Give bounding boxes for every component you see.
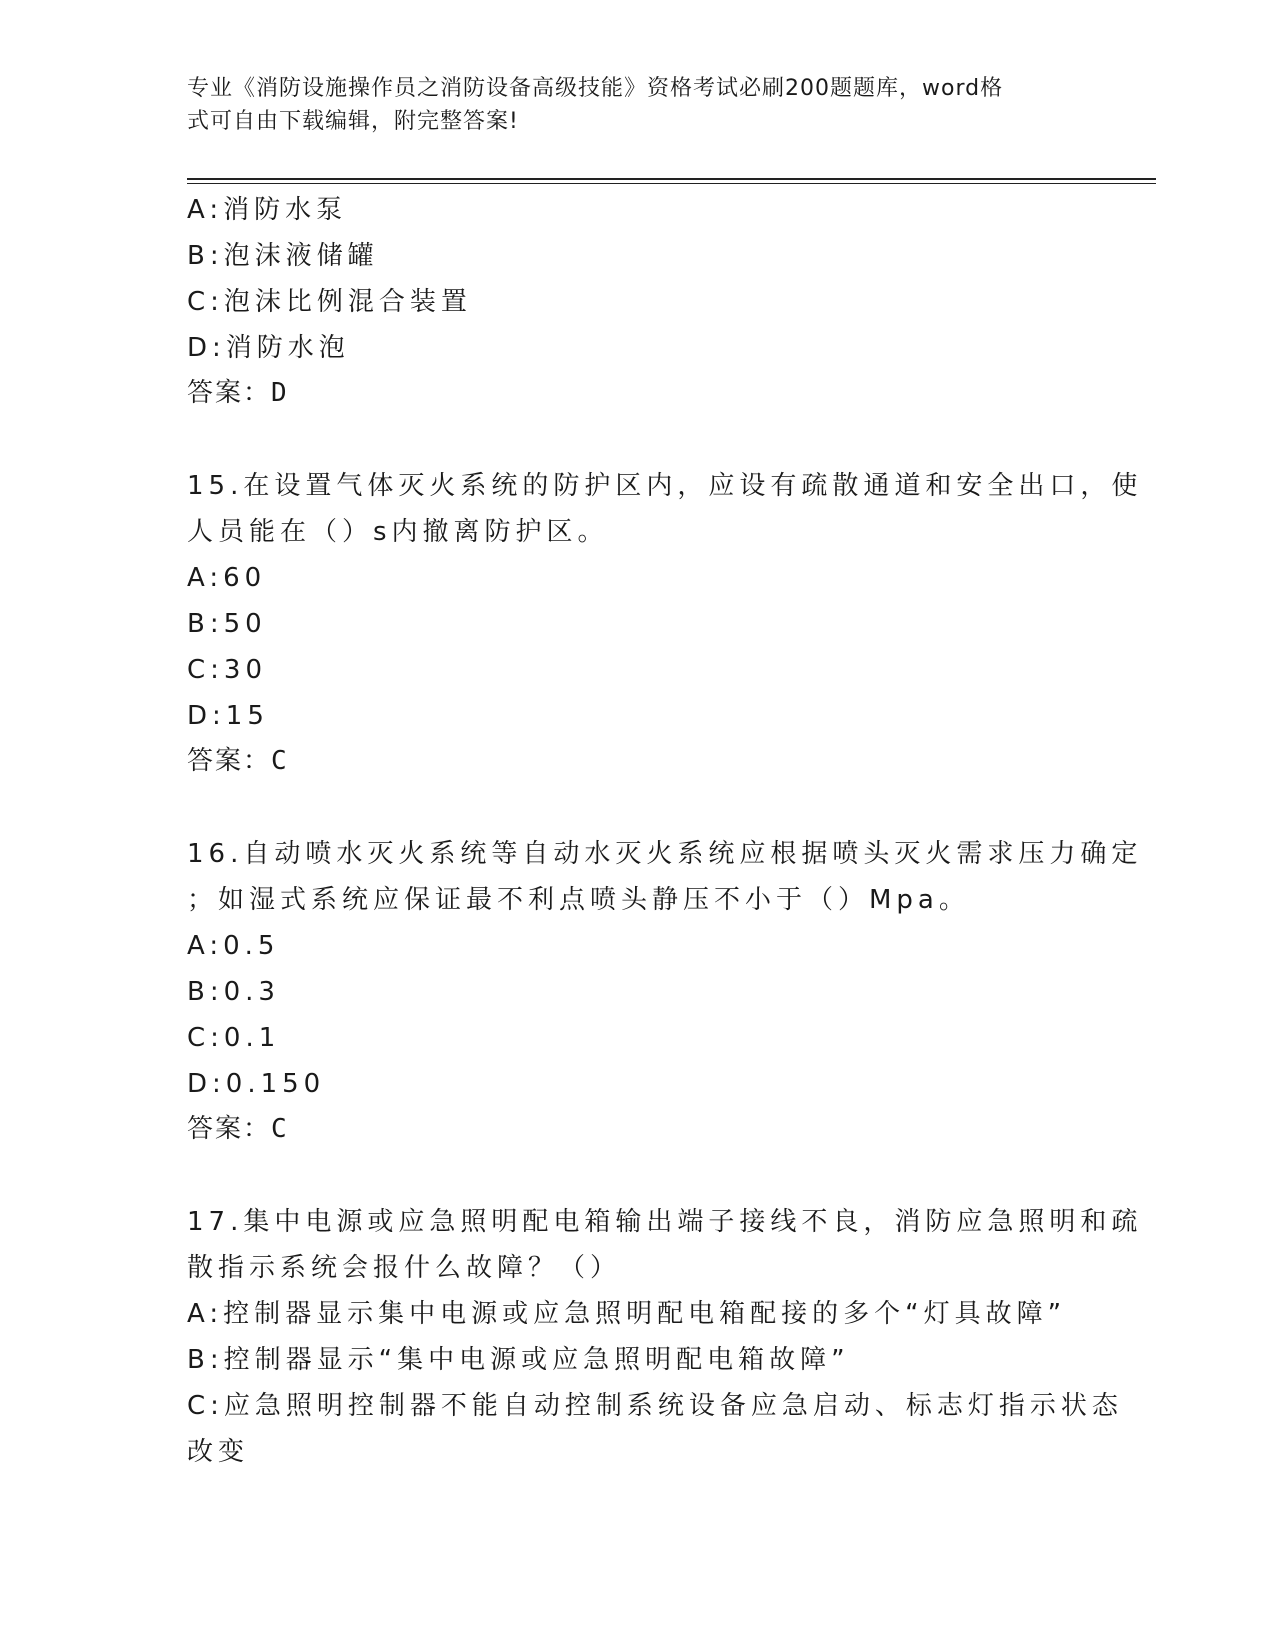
answer-line: 答案：D: [187, 378, 287, 408]
option-c: C:应急照明控制器不能自动控制系统设备应急启动、标志灯指示状态: [187, 1391, 1123, 1421]
question-15: [187, 463, 1143, 783]
answer-value: C: [271, 746, 287, 776]
answer-value: D: [271, 378, 287, 408]
question-16: [187, 831, 1143, 1151]
option-c-continued: 改变: [187, 1437, 250, 1467]
option-d: D:0.150: [187, 1069, 326, 1099]
option-b: B:泡沫液储罐: [187, 241, 379, 271]
question-text-line-2: 散指示系统会报什么故障？（）: [187, 1253, 622, 1283]
question-14-continued: [187, 187, 1087, 415]
question-17: [187, 1199, 1143, 1475]
header-line-2: 式可自由下载编辑，附完整答案!: [187, 109, 519, 134]
option-b: B:0.3: [187, 977, 280, 1007]
answer-value: C: [271, 1114, 287, 1144]
question-text-line-1: 16.自动喷水灭火系统等自动水灭火系统应根据喷头灭火需求压力确定: [187, 839, 1143, 869]
answer-line: 答案：C: [187, 1114, 287, 1144]
option-d: D:消防水泡: [187, 333, 350, 363]
option-a: A:0.5: [187, 931, 280, 961]
option-c: C:30: [187, 655, 268, 685]
question-text-line-2: 人员能在（）s内撤离防护区。: [187, 517, 609, 547]
option-d: D:15: [187, 701, 269, 731]
answer-line: 答案：C: [187, 746, 287, 776]
header-divider-thick: [187, 178, 1156, 180]
question-text-line-2: ；如湿式系统应保证最不利点喷头静压不小于（）Mpa。: [187, 885, 970, 915]
question-list: [187, 187, 1143, 1475]
option-b: B:控制器显示“集中电源或应急照明配电箱故障”: [187, 1345, 850, 1375]
question-text-line-1: 15.在设置气体灭火系统的防护区内，应设有疏散通道和安全出口，使: [187, 471, 1143, 501]
document-header: [187, 72, 1067, 138]
header-divider-thin: [187, 183, 1156, 184]
header-line-1: 专业《消防设施操作员之消防设备高级技能》资格考试必刷200题题库，word格: [187, 76, 1004, 101]
option-a: A:60: [187, 563, 267, 593]
question-text-line-1: 17.集中电源或应急照明配电箱输出端子接线不良，消防应急照明和疏: [187, 1207, 1143, 1237]
option-a: A:控制器显示集中电源或应急照明配电箱配接的多个“灯具故障”: [187, 1299, 1067, 1329]
option-c: C:泡沫比例混合装置: [187, 287, 472, 317]
option-b: B:50: [187, 609, 267, 639]
option-c: C:0.1: [187, 1023, 281, 1053]
option-a: A:消防水泵: [187, 195, 348, 225]
